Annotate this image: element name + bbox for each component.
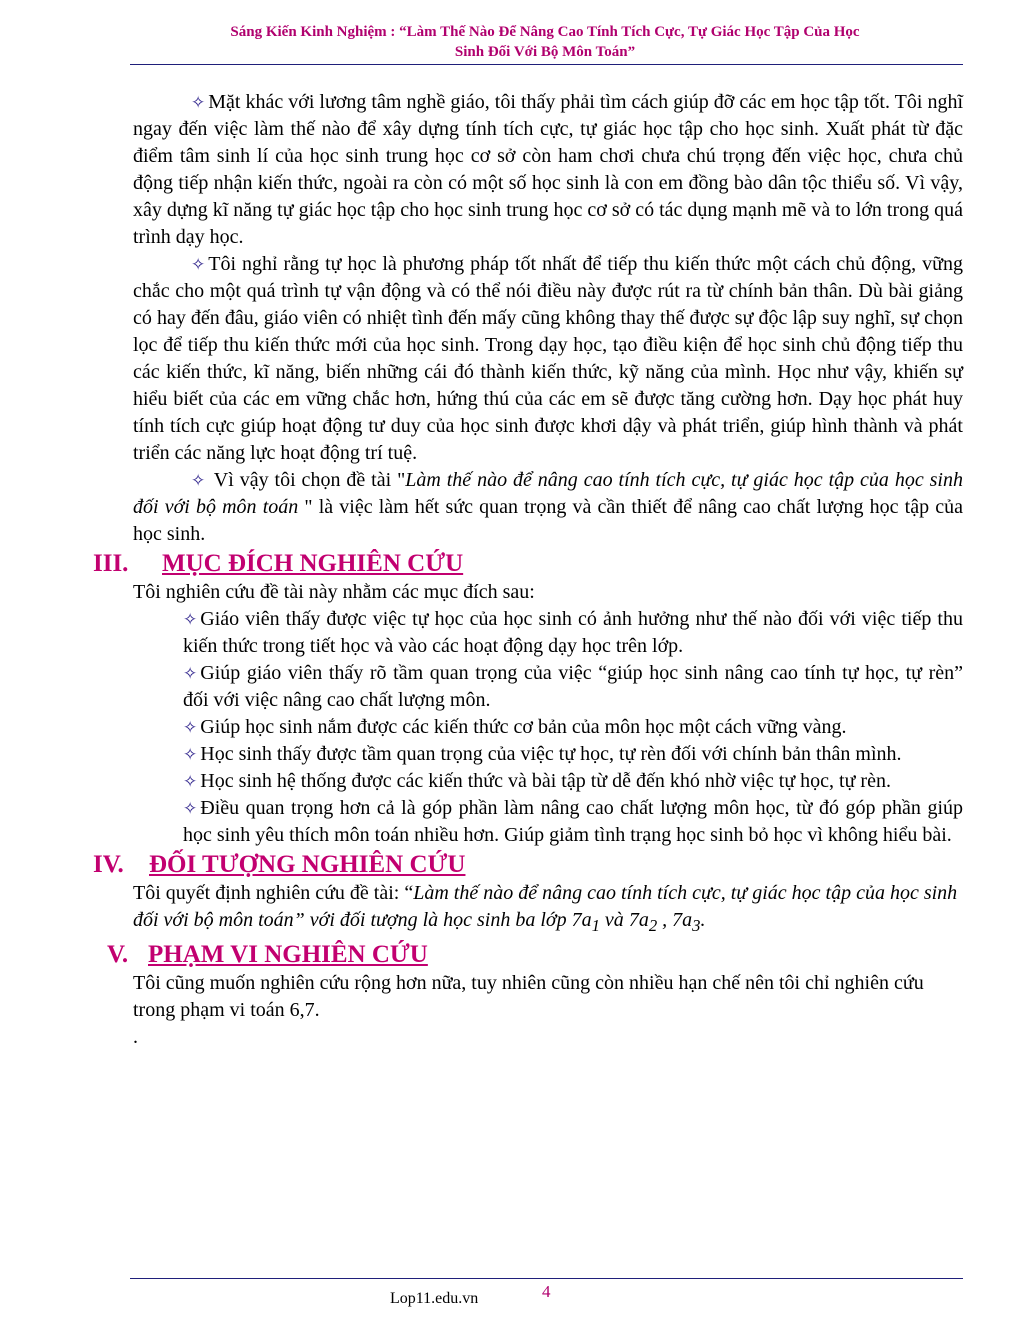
section-heading-iii [93, 549, 923, 579]
four-point-star-icon: ✧ [183, 718, 198, 737]
list-item [183, 768, 963, 795]
document-body [93, 89, 963, 1051]
four-point-star-icon: ✧ [183, 745, 198, 764]
list-item-text: Giúp giáo viên thấy rõ tầm quan trọng của việc “giúp học sinh nâng cao tính tự học, tự rèn” đối với việc nâng cao chất lượng môn. [183, 662, 963, 711]
section-number: III. [93, 550, 129, 577]
separator: , [657, 909, 673, 931]
four-point-star-icon: ✧ [183, 664, 198, 683]
header-title-line2: Sinh Đối Với Bộ Môn Toán” [454, 44, 636, 60]
class-label: 7a [672, 909, 693, 931]
period: . [700, 909, 706, 931]
section-title: MỤC ĐÍCH NGHIÊN CỨU [162, 550, 464, 577]
list-item [183, 606, 963, 660]
list-item-text: Giáo viên thấy được việc tự học của học sinh có ảnh hưởng như thế nào đối với việc tiếp thu kiến thức trong tiết học và vào các hoạt động dạy học trên lớp. [183, 608, 963, 657]
intro-paragraph-3-prefix: Vì vậy tôi chọn đề tài " [208, 469, 406, 491]
list-item [183, 714, 963, 741]
topic-title-italic: Làm thế nào để nâng cao tính tích cực, tự giác học tập của học sinh đối với bộ môn toán [133, 469, 963, 518]
section-iv-prefix: Tôi quyết định nghiên cứu đề tài: “ [133, 882, 414, 904]
section-v-text: Tôi cũng muốn nghiên cứu rộng hơn nữa, tuy nhiên cũng còn nhiều hạn chế nên tôi chỉ nghiên cứu trong phạm vi toán 6,7. [133, 972, 924, 1021]
four-point-star-icon: ✧ [183, 799, 198, 818]
section-title: ĐỐI TƯỢNG NGHIÊN CỨU [149, 851, 466, 878]
four-point-star-icon: ✧ [191, 255, 206, 274]
class-subscript: 2 [648, 916, 658, 935]
class-subscript: 3 [692, 916, 701, 935]
conjunction: và [599, 909, 629, 931]
page-header [130, 22, 960, 62]
four-point-star-icon: ✧ [191, 93, 206, 112]
intro-paragraph-1 [133, 89, 963, 251]
intro-paragraph-3-suffix: " là việc làm hết sức quan trọng và cần thiết để nâng cao chất lượng học tập của học sinh. [133, 496, 963, 545]
four-point-star-icon: ✧ [183, 610, 198, 629]
trailing-period: . [133, 1026, 138, 1048]
intro-paragraph-2 [133, 251, 963, 467]
section-heading-v [107, 940, 963, 970]
class-subscript: 1 [591, 916, 600, 935]
header-divider [130, 64, 963, 65]
header-title-line1: Sáng Kiến Kinh Nghiệm : “Làm Thế Nào Để Nâng Cao Tính Tích Cực, Tự Giác Học Tập Của Học [230, 24, 860, 40]
section-title: PHẠM VI NGHIÊN CỨU [148, 941, 428, 968]
list-item-text: Học sinh hệ thống được các kiến thức và bài tập từ dễ đến khó nhờ việc tự học, tự rèn. [200, 770, 891, 792]
list-item [183, 660, 963, 714]
intro-paragraph-2-text: Tôi nghỉ rằng tự học là phương pháp tốt nhất để tiếp thu kiến thức một cách chủ động, vững chắc cho một quá trình tự vận động và có thể nói điều này được rút ra từ chính bản thân. Dù bài giảng có hay đến đâu, giáo viên có nhiệt tình đến mấy cũng không thay thế được sự độc lập suy nghĩ, sự chọn lọc để tiếp thu kiến thức mới của học sinh. Trong dạy học, tạo điều kiện để học sinh chủ động tiếp thu các kiến thức, kĩ năng, biến những cái đó thành kiến thức, kỹ năng của mình. Học như vậy, khiến sự hiểu biết của các em vững chắc hơn, hứng thú của các em sẽ được tăng cường hơn. Dạy học phát huy tính tích cực giúp hoạt động tư duy của học sinh được khơi dậy và phát triển, giúp hình thành và phát triển các năng lực hoạt động trí tuệ. [133, 253, 963, 464]
page-number: 4 [542, 1282, 551, 1301]
intro-paragraph-1-text: Mặt khác với lương tâm nghề giáo, tôi thấy phải tìm cách giúp đỡ các em học tập tốt. Tôi nghĩ ngay đến việc làm thế nào để xây dựng tính tích cực, tự giác học tập cho học sinh. Xuất phát từ đặc điểm tâm sinh lí của học sinh trung học cơ sở còn ham chơi chưa chú trọng đến việc học, chưa chủ động tiếp nhận kiến thức, ngoài ra còn có một số học sinh là con em đồng bào dân tộc thiểu số. Vì vậy, xây dựng kĩ năng tự giác học tập cho học sinh trung học cơ sở có tác dụng mạnh mẽ và to lớn trong quá trình dạy học. [133, 91, 963, 248]
footer-divider [130, 1278, 963, 1279]
list-item-text: Điều quan trọng hơn cả là góp phần làm nâng cao chất lượng môn học, từ đó góp phần giúp học sinh yêu thích môn toán nhiều hơn. Giúp giảm tình trạng học sinh bỏ học vì không hiểu bài. [183, 797, 963, 846]
section-heading-iv [93, 850, 963, 880]
list-item-text: Học sinh thấy được tầm quan trọng của việc tự học, tự rèn đối với chính bản thân mình. [200, 743, 902, 765]
section-number: V. [107, 941, 129, 968]
class-label: 7a [628, 909, 649, 931]
list-item-text: Giúp học sinh nắm được các kiến thức cơ bản của môn học một cách vững vàng. [200, 716, 847, 738]
intro-paragraph-3 [133, 467, 963, 548]
section-number: IV. [93, 851, 124, 878]
list-item [183, 741, 963, 768]
four-point-star-icon: ✧ [191, 471, 206, 490]
four-point-star-icon: ✧ [183, 772, 198, 791]
section-iv-text [133, 880, 963, 939]
footer-site: Lop11.edu.vn [390, 1290, 479, 1307]
section-iv-italic-text: Làm thế nào để nâng cao tính tích cực, tự giác học tập của học sinh đối với bộ môn toán” với đối tượng là học sinh ba lớp 7a [133, 882, 958, 931]
list-item [183, 795, 963, 849]
section-iii-intro: Tôi nghiên cứu đề tài này nhằm các mục đích sau: [133, 581, 535, 603]
